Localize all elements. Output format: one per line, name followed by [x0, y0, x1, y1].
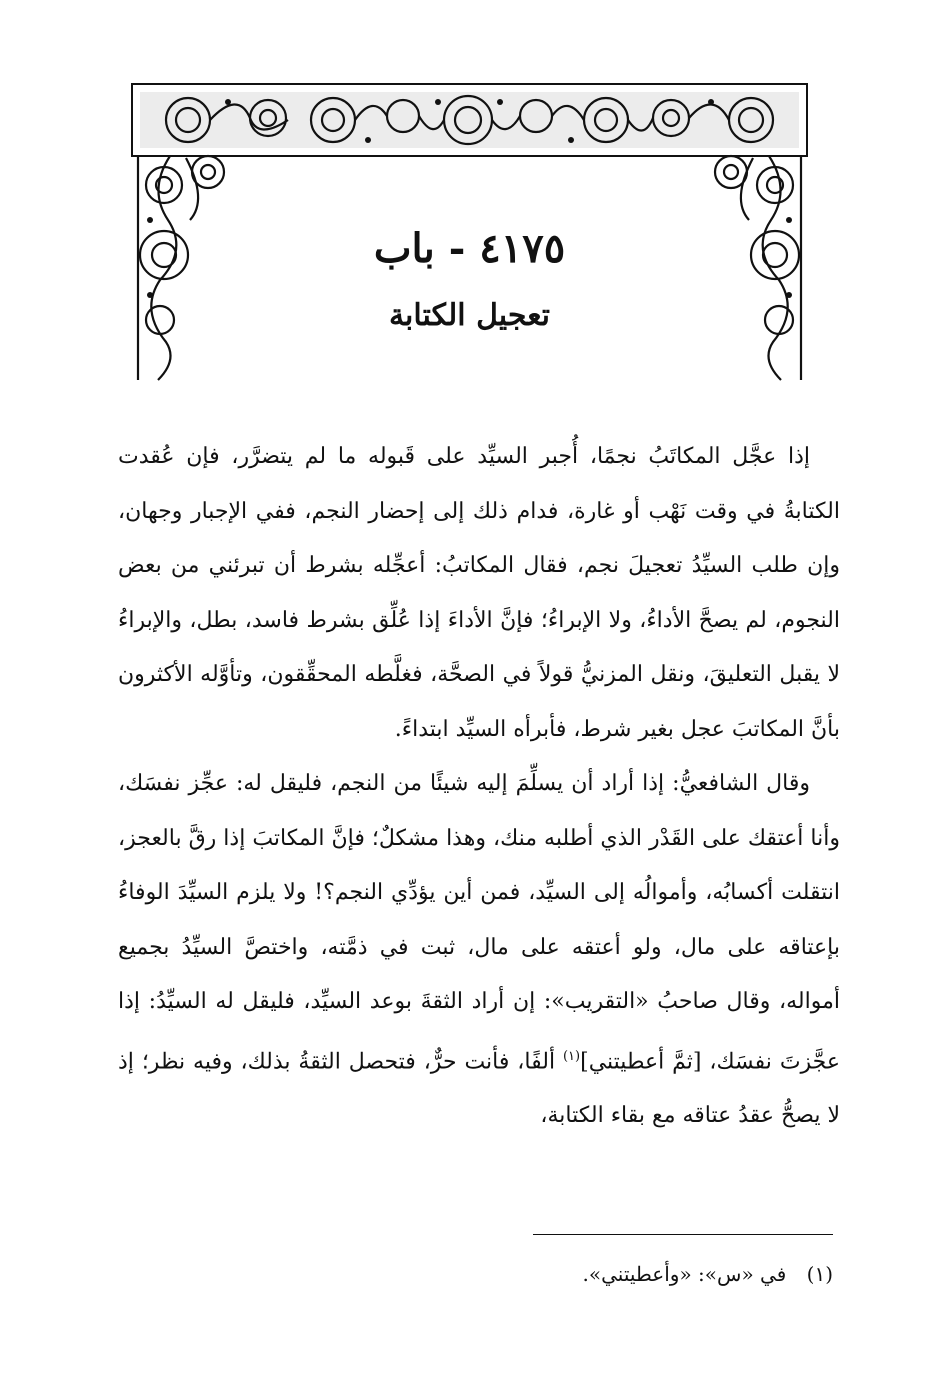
footnote — [583, 1262, 833, 1286]
footnote-text: في «س»: «وأعطيتني». — [582, 1262, 787, 1286]
body-text — [118, 430, 840, 1144]
footnote-ref: (١) — [562, 1048, 581, 1064]
paragraph-2-text: وقال الشافعيُّ: إذا أراد أن يسلِّمَ إليه شيئًا من النجم، فليقل له: عجِّز نفسَك، وأنا أعتقك على القَدْر الذي أطلبه منك، وهذا مشكلٌ؛ فإنَّ المكاتبَ إذا رقَّ بالعجز، انتقلت أكسابُه، وأموالُه إلى السيِّد، فمن أين يؤدِّي النجم؟! ولا يلزم السيِّدَ الوفاءُ بإعتاقه على مال، ولو أعتقه على مال، ثبت في ذمَّته، واختصَّ السيِّدُ بجميع أمواله، وقال صاحبُ «التقريب»: إن أراد الثقةَ بوعد السيِّد، فليقل له السيِّدُ: إذا عجَّزتَ نفسَك، [ثمَّ أعطيتني] — [118, 771, 840, 1074]
chapter-title: تعجيل الكتابة — [388, 298, 551, 333]
footnote-number: (١) — [806, 1262, 833, 1286]
paragraph-2 — [118, 757, 840, 1144]
chapter-number: ٤١٧٥ - باب — [373, 225, 566, 272]
chapter-heading — [128, 225, 811, 272]
paragraph-1: إذا عجَّل المكاتَبُ نجمًا، أُجبر السيِّد على قَبوله ما لم يتضرَّر، فإن عُقدت الكتابةُ في وقت نَهْب أو غارة، فدام ذلك إلى إحضار النجم، ففي الإجبار وجهان، وإن طلب السيِّدُ تعجيلَ نجم، فقال المكاتبُ: أعجِّله بشرط أن تبرئني من بعض النجوم، لم يصحَّ الأداءُ، ولا الإبراءُ؛ فإنَّ الأداءَ إذا عُلِّق بشرط فاسد، بطل، والإبراءُ لا يقبل التعليقَ، ونقل المزنيُّ قولاً في الصحَّة، فغلَّطه المحقِّقون، وتأوَّله الأكثرون بأنَّ المكاتبَ عجل بغير شرط، فأبرأه السيِّد ابتداءً. — [118, 444, 840, 742]
paragraph-2-tail: ألفًا، فأنت حرٌّ، فتحصل الثقةُ بذلك، وفيه نظر؛ إذ لا يصحُّ عقدُ عتاقه مع بقاء الكتابة، — [118, 1048, 840, 1129]
footnote-divider — [533, 1234, 833, 1235]
